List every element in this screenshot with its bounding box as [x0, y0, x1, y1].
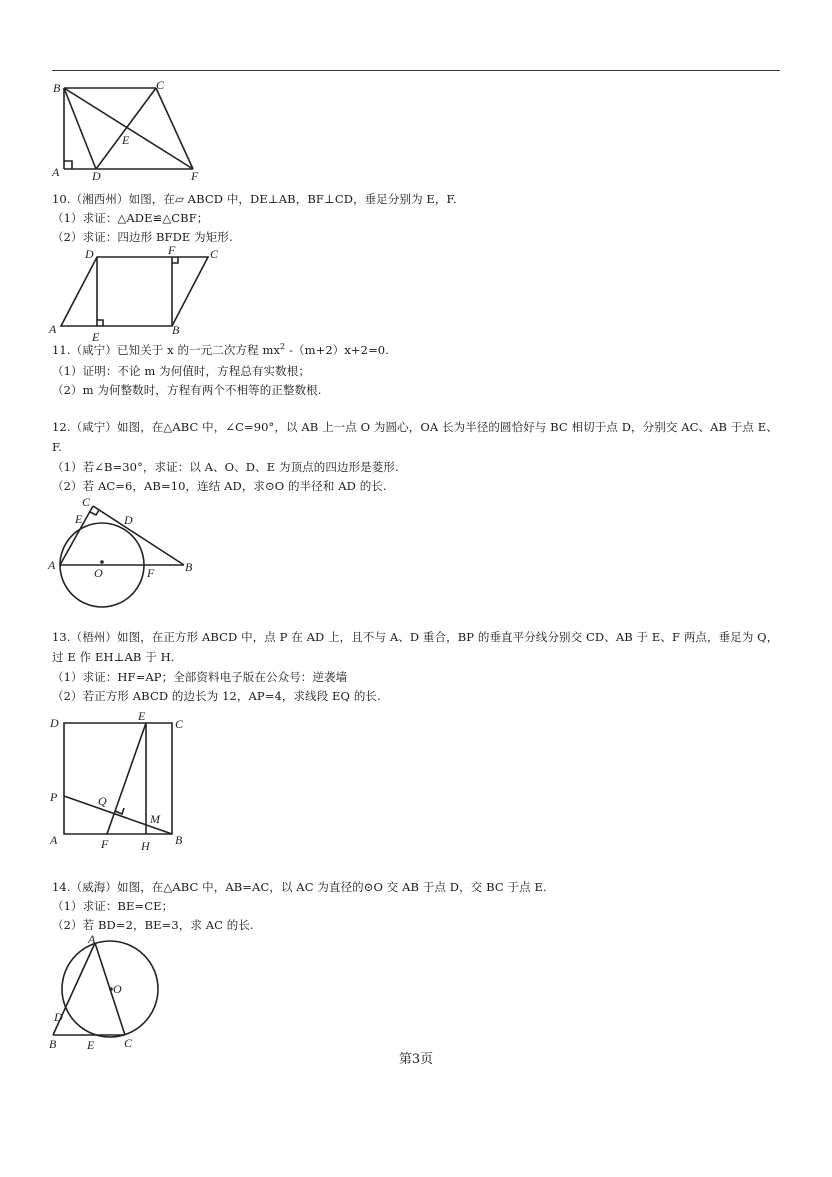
problem-11-q1: （1）证明：不论 m 为何值时，方程总有实数根；	[52, 364, 310, 378]
label-O: O	[113, 982, 122, 996]
label-C: C	[210, 247, 219, 261]
figure-9	[40, 78, 210, 183]
label-O: O	[94, 566, 103, 580]
problem-14-q2: （2）若 BD=2，BE=3，求 AC 的长.	[52, 918, 254, 932]
label-E: E	[122, 133, 130, 147]
label-M: M	[150, 812, 160, 826]
label-B: B	[53, 81, 61, 95]
label-D: D	[92, 169, 101, 183]
label-C: C	[124, 1036, 133, 1050]
label-E: E	[87, 1038, 95, 1052]
problem-10-q2: （2）求证：四边形 BFDE 为矩形.	[52, 230, 233, 244]
label-C: C	[175, 717, 184, 731]
label-E: E	[138, 709, 146, 723]
label-D: D	[85, 247, 94, 261]
label-D: D	[54, 1010, 63, 1024]
label-B: B	[175, 833, 183, 847]
label-C: C	[82, 495, 91, 509]
label-B: B	[49, 1037, 57, 1051]
header-rule	[52, 70, 780, 71]
problem-11-stem: 11.（咸宁）已知关于 x 的一元二次方程 $mx^2$ -（m+2）x+2=0.	[52, 342, 389, 357]
problem-10-stem: 10.（湘西州）如图，在▱ ABCD 中，DE⊥AB，BF⊥CD，垂足分别为 E，F.	[52, 192, 457, 206]
problem-10-q1: （1）求证：△ADE≌△CBF；	[52, 211, 209, 225]
problem-14-q1: （1）求证：BE=CE；	[52, 899, 174, 913]
label-A: A	[48, 558, 56, 572]
label-P: P	[50, 790, 58, 804]
figure-10	[40, 245, 230, 345]
figure-12	[40, 492, 210, 612]
label-C: C	[156, 78, 165, 92]
problem-12-stem: 12.（咸宁）如图，在△ABC 中，∠C=90°，以 AB 上一点 O 为圆心，OA 长为半径的圆恰好与 BC 相切于点 D，分别交 AC、AB 于点 E、F.	[52, 420, 778, 454]
problem-12-q2: （2）若 AC=6，AB=10，连结 AD，求⊙O 的半径和 AD 的长.	[52, 479, 387, 493]
problem-13-q1: （1）求证：HF=AP；全部资料电子版在公众号：逆袭墙	[52, 670, 348, 684]
label-A: A	[49, 322, 57, 336]
label-D: D	[124, 513, 133, 527]
label-A: A	[50, 833, 58, 847]
figure-14	[40, 932, 170, 1050]
label-F: F	[191, 169, 199, 183]
label-E: E	[92, 330, 100, 344]
label-A: A	[52, 165, 60, 179]
label-B: B	[185, 560, 193, 574]
page-number: 第3页	[398, 1052, 434, 1067]
problem-14-stem: 14.（威海）如图，在△ABC 中，AB=AC，以 AC 为直径的⊙O 交 AB 于点 D，交 BC 于点 E.	[52, 880, 547, 894]
label-F: F	[101, 837, 109, 851]
figure-13	[40, 705, 200, 860]
label-F: F	[168, 243, 176, 257]
label-D: D	[50, 716, 59, 730]
problem-11-q2: （2）m 为何整数时，方程有两个不相等的正整数根.	[52, 383, 322, 397]
label-B: B	[172, 323, 180, 337]
label-A: A	[88, 932, 96, 946]
problem-13-stem: 13.（梧州）如图，在正方形 ABCD 中，点 P 在 AD 上，且不与 A、D 重合，BP 的垂直平分线分别交 CD、AB 于 E、F 两点，垂足为 Q，过 E 作 EH⊥AB 于 H.	[52, 630, 779, 664]
label-Q: Q	[98, 794, 107, 808]
label-E: E	[75, 512, 83, 526]
problem-13-q2: （2）若正方形 ABCD 的边长为 12，AP=4，求线段 EQ 的长.	[52, 689, 381, 703]
label-F: F	[147, 566, 155, 580]
problem-12-q1: （1）若∠B=30°，求证：以 A、O、D、E 为顶点的四边形是菱形.	[52, 460, 399, 474]
label-H: H	[141, 839, 150, 853]
